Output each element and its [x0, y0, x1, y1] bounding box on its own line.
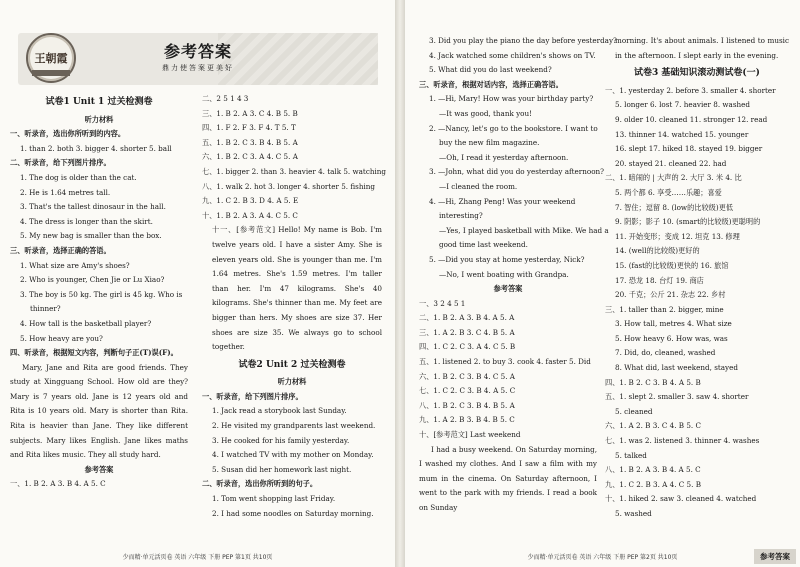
- answer-line: 四、1. B 2. C 3. B 4. A 5. B: [605, 377, 701, 387]
- question-heading: 二、听录音，选出你所听到的句子。: [202, 479, 318, 489]
- page-subtitle: 鼎力使答案更美好: [162, 64, 234, 72]
- answer-line: 六、1. B 2. C 3. A 4. C 5. A: [202, 152, 298, 162]
- question-heading: 三、听录音，选择正确的答语。: [10, 245, 111, 255]
- text-line: 1. Jack read a storybook last Sunday.: [212, 406, 347, 416]
- sample-essay: 十一、[参考范文] Hello! My name is Bob. I'm twelve years old. I have a sister Amy. She is eleven years old. She is younger than me. I'm 1.64 metres. She's 1.59 metres. I'm taller than her. I'm 47 kilograms. She's 40 kilograms. She's thinner than me. My feet are bigger than hers. My shoes are size 37. Her shoes are size 35. We always go to school together.: [212, 225, 382, 352]
- answer-line: 7. 智住；逗留 8. (low的比较级)更低: [615, 202, 734, 212]
- text-line: 1. Tom went shopping last Friday.: [212, 494, 336, 504]
- answer-line: 11. 开始变形；变成 12. 坦克 13. 修理: [615, 231, 740, 241]
- paper-title: 试卷3 基础知识滚动测试卷(一): [634, 68, 760, 79]
- text-line: 1. The dog is older than the cat.: [20, 172, 137, 182]
- answer-key-tag: 参考答案: [754, 549, 796, 564]
- answer-line: 七、1. bigger 2. than 3. heavier 4. talk 5. watching: [202, 166, 387, 176]
- text-line: buy the new film magazine.: [439, 138, 540, 148]
- text-line: 5. —Did you stay at home yesterday, Nick?: [429, 254, 585, 264]
- answer-line: 八、1. B 2. A 3. B 4. A 5. C: [605, 465, 701, 475]
- section-heading: 听力材料: [84, 114, 114, 124]
- paper-title: 试卷1 Unit 1 过关检测卷: [45, 97, 153, 107]
- answer-line: 9. older 10. cleaned 11. stronger 12. read: [615, 114, 768, 124]
- answer-line: 五、1. listened 2. to buy 3. cook 4. faster 5. Did: [419, 357, 591, 367]
- answer-line: 3. How tall, metres 4. What size: [615, 319, 732, 329]
- answer-line: 二、2 5 1 4 3: [202, 94, 249, 103]
- text-line: 4. I watched TV with my mother on Monday.: [212, 450, 374, 460]
- answer-line: 四、1. C 2. C 3. A 4. C 5. B: [419, 342, 516, 352]
- text-line: 5. What did you do last weekend?: [429, 65, 552, 75]
- answer-line: 七、1. was 2. listened 3. thinner 4. washes: [605, 436, 760, 446]
- right-page: [405, 0, 800, 567]
- text-line: —Oh, I read it yesterday afternoon.: [439, 152, 569, 162]
- text-line: thinner?: [30, 304, 61, 314]
- paper-title: 试卷2 Unit 2 过关检测卷: [238, 359, 346, 370]
- answer-line: 5. talked: [615, 450, 647, 460]
- text-line: 3. Did you play the piano the day before yesterday?: [429, 36, 617, 45]
- sample-essay: I had a busy weekend. On Saturday morning, I washed my clothes. And I saw a film with my mum in the cinema. On Saturday afternoon, I went to the park with my friends. I read a book on Sunday: [419, 444, 597, 512]
- answer-line: 八、1. walk 2. hot 3. longer 4. shorter 5. fishing: [202, 181, 376, 191]
- answer-line: 5. washed: [615, 509, 652, 518]
- answer-line: 九、1. C 2. B 3. A 4. C 5. B: [605, 479, 701, 489]
- text-line: good time last weekend.: [439, 240, 528, 250]
- text-line: 3. That's the tallest dinosaur in the hall.: [20, 202, 166, 212]
- answer-line: 14. (well的比较级)更好的: [615, 246, 700, 256]
- answer-line: 十、1. B 2. A 3. A 4. C 5. C: [202, 210, 298, 220]
- text-line: 5. How heavy are you?: [20, 333, 103, 343]
- text-line: 2. —Nancy, let's go to the bookstore. I want to: [429, 123, 598, 133]
- answer-line: 四、1. F 2. F 3. F 4. T 5. T: [202, 123, 296, 133]
- answer-line: 九、1. C 2. B 3. D 4. A 5. E: [202, 196, 299, 206]
- answer-line: 八、1. B 2. C 3. B 4. B 5. A: [419, 400, 515, 410]
- text-line: morning. It's about animals. I listened to music in the afternoon. I slept early in the evening.: [615, 36, 789, 60]
- answer-line: 一、1. yesterday 2. before 3. smaller 4. shorter: [605, 85, 776, 95]
- section-heading: 参考答案: [493, 284, 523, 294]
- text-line: —Yes, I played basketball with Mike. We had a: [439, 225, 609, 235]
- answer-line: 二、1. B 2. A 3. B 4. A 5. A: [419, 313, 515, 323]
- question-heading: 一、听录音，选出你所听到的内容。: [10, 129, 126, 139]
- passage: Mary, Jane and Rita are good friends. They study at Xingguang School. How old are they? Mary is 7 years old. Jane is 12 years old and Rita is 10 years old. Mary is shorter than Rita. Rita is heavier than Jane. They like different subjects. Mary likes English. Jane likes maths and Rita likes music. They all study hard.: [10, 362, 188, 460]
- answer-line: 五、1. B 2. C 3. B 4. B 5. A: [202, 137, 298, 147]
- text-line: 4. How tall is the basketball player?: [20, 318, 152, 328]
- page-footer: 少而精·单元活页卷 英语 六年级 下册 PEP 第1页 共10页: [122, 554, 273, 561]
- answer-line: 二、1. 暗闹的 | 大声的 2. 大厅 3. 米 4. 比: [605, 173, 742, 183]
- answer-line: 20. stayed 21. cleaned 22. had: [615, 158, 727, 168]
- text-line: 2. I had some noodles on Saturday morning.: [212, 508, 374, 518]
- answer-line: 5. 两个都 6. 享受……乐趣；喜爱: [615, 187, 722, 197]
- answer-line: 三、1. B 2. A 3. C 4. B 5. B: [202, 108, 298, 118]
- column-1: [10, 92, 188, 492]
- answer-line: 十、1. hiked 2. saw 3. cleaned 4. watched: [605, 494, 757, 504]
- column-3: [419, 34, 617, 516]
- answer-line: 一、1. B 2. A 3. B 4. A 5. C: [10, 479, 106, 489]
- answer-line: 9. 阴影；影子 10. (smart的比较级)更聪明的: [615, 217, 761, 227]
- column-4: [605, 34, 789, 522]
- answer-line: 15. (fast的比较级)更快的 16. 旅馆: [615, 260, 729, 270]
- text-line: 2. Who is younger, Chen Jie or Lu Xiao?: [20, 275, 165, 285]
- left-page: [0, 0, 395, 567]
- answer-line: 5. longer 6. lost 7. heavier 8. washed: [615, 100, 750, 110]
- text-line: 1. —Hi, Mary! How was your birthday party?: [429, 94, 594, 104]
- question-heading: 一、听录音，给下列图片排序。: [202, 391, 303, 401]
- answer-line: 十、[参考范文] Last weekend: [419, 430, 521, 440]
- text-line: 4. The dress is longer than the skirt.: [20, 216, 153, 226]
- answer-line: 5. cleaned: [615, 406, 653, 416]
- answer-line: 7. Did, do, cleaned, washed: [615, 348, 716, 358]
- header-banner: [18, 33, 378, 85]
- book-gutter: [395, 0, 405, 567]
- answer-line: 七、1. C 2. C 3. B 4. A 5. C: [419, 386, 516, 396]
- answer-line: 五、1. slept 2. smaller 3. saw 4. shorter: [605, 392, 749, 402]
- page-title: 参考答案: [163, 42, 232, 61]
- section-heading: 参考答案: [84, 464, 114, 474]
- answer-line: 20. 千克；公斤 21. 杂志 22. 乡村: [615, 290, 726, 300]
- text-line: 4. Jack watched some children's shows on TV.: [429, 50, 596, 60]
- text-line: —No, I went boating with Grandpa.: [439, 269, 569, 279]
- text-line: interesting?: [439, 211, 483, 221]
- text-line: —I cleaned the room.: [439, 181, 518, 191]
- answer-line: 16. slept 17. hiked 18. stayed 19. bigger: [615, 144, 763, 154]
- answer-line: 九、1. A 2. B 3. B 4. B 5. C: [419, 415, 515, 425]
- text-line: 3. —John, what did you do yesterday afternoon?: [429, 167, 605, 177]
- answer-line: 17. 恐龙 18. 台灯 19. 商店: [615, 275, 704, 285]
- text-line: 3. The boy is 50 kg. The girl is 45 kg. Who is: [20, 289, 183, 299]
- question-heading: 四、听录音，根据短文内容，判断句子正(T)误(F)。: [10, 348, 178, 358]
- page-footer: 少而精·单元活页卷 英语 六年级 下册 PEP 第2页 共10页: [527, 554, 678, 561]
- answer-line: 三、1. A 2. B 3. C 4. B 5. A: [419, 327, 515, 337]
- text-line: 2. He is 1.64 metres tall.: [20, 187, 111, 197]
- section-heading: 听力材料: [277, 377, 307, 387]
- column-2: [202, 92, 387, 521]
- text-line: 1. than 2. both 3. bigger 4. shorter 5. ball: [20, 143, 172, 153]
- answer-line: 六、1. B 2. C 3. B 4. C 5. A: [419, 371, 515, 381]
- answer-line: 三、1. taller than 2. bigger, mine: [605, 304, 724, 314]
- text-line: —It was good, thank you!: [439, 108, 533, 118]
- answer-line: 六、1. A 2. B 3. C 4. B 5. C: [605, 421, 701, 431]
- text-line: 1. What size are Amy's shoes?: [20, 260, 130, 270]
- text-line: 5. Susan did her homework last night.: [212, 464, 352, 474]
- answer-line: 8. What did, last weekend, stayed: [615, 363, 738, 373]
- answer-line: 13. thinner 14. watched 15. younger: [615, 129, 749, 139]
- text-line: 4. —Hi, Zhang Peng! Was your weekend: [429, 196, 576, 206]
- answer-line: 一、3 2 4 5 1: [419, 298, 466, 308]
- logo-text: 王朝霞: [34, 52, 68, 65]
- question-heading: 二、听录音，给下列图片排序。: [10, 158, 111, 168]
- text-line: 5. My new bag is smaller than the box.: [20, 231, 162, 241]
- text-line: 3. He cooked for his family yesterday.: [212, 435, 350, 445]
- question-heading: 三、听录音，根据对话内容，选择正确答语。: [419, 79, 563, 89]
- answer-line: 5. How heavy 6. How was, was: [615, 333, 728, 343]
- text-line: 2. He visited my grandparents last weekend.: [212, 421, 376, 431]
